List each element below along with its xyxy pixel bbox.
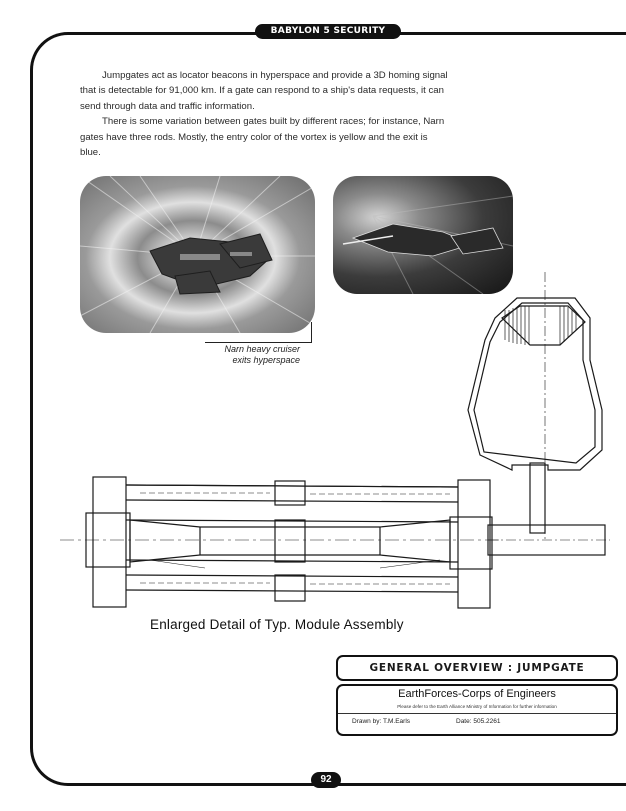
general-overview-box: GENERAL OVERVIEW : JUMPGATE (336, 655, 618, 681)
title-block-divider (338, 713, 616, 714)
paragraph-gate-variation: There is some variation between gates built by different races; for instance, Narn gates have three rods. Mostly, the entry color of the vortex is yellow and the exit is blue. (80, 116, 445, 159)
title-block (336, 684, 618, 736)
paragraph-locator-beacons: Jumpgates act as locator beacons in hyperspace and provide a 3D homing signal that is detectable for 91,000 km. If a gate can respond to a ship's data requests, it can send through data and traffic information. (80, 70, 448, 112)
corps-title: EarthForces-Corps of Engineers (398, 688, 556, 700)
ministry-note: Please defer to the Earth Alliance Ministry of Information for further information (397, 704, 557, 709)
drawing-date: Date: 505.2261 (456, 718, 501, 725)
drawing-title: Enlarged Detail of Typ. Module Assembly (150, 617, 404, 632)
caption-line-1: Narn heavy cruiser (224, 344, 300, 354)
caption-line-2: exits hyperspace (232, 355, 300, 365)
manual-header: BABYLON 5 SECURITY MANUAL (255, 24, 401, 39)
page-number: 92 (311, 772, 341, 788)
drawn-by: Drawn by: T.M.Earls (352, 718, 411, 725)
